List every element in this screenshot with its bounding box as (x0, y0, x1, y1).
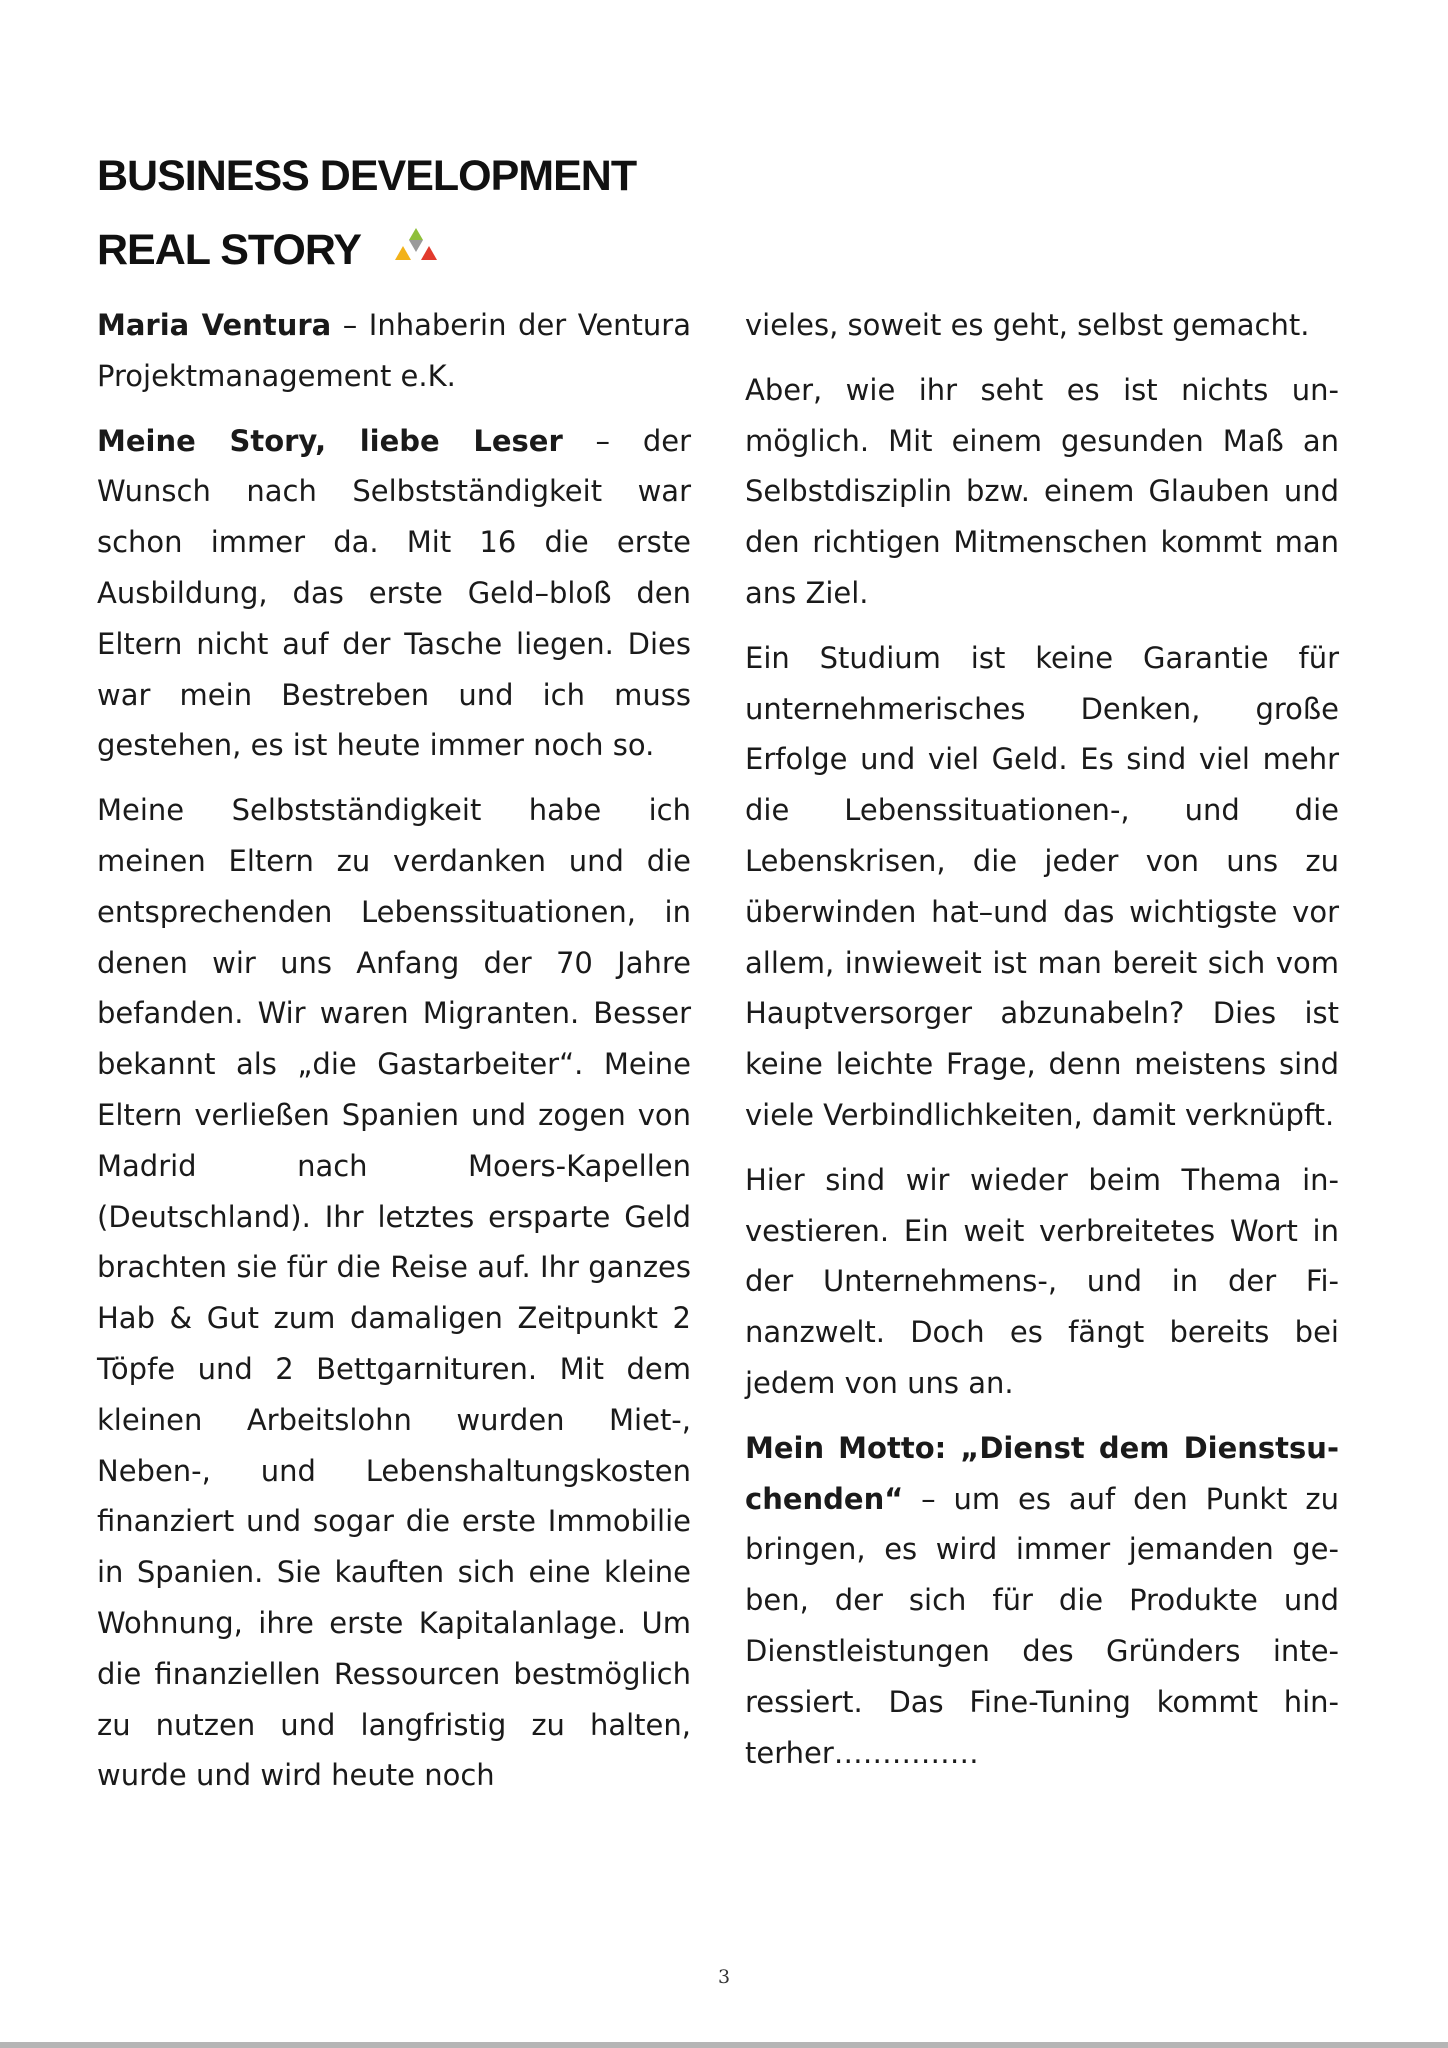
left-column (97, 300, 691, 1815)
page-number: 3 (717, 1966, 731, 1988)
study-paragraph: Ein Studium ist keine Garantie für unternehmerisches Denken, große Erfolge und viel Geld. Es sind viel mehr die Lebenssituationen-, und die Lebenskrisen, die jeder von uns zu überwinden hat–und das wichtigste vor allem, inwieweit ist man bereit sich vom Hauptversorger abzunabeln? Dies ist keine leichte Frage, denn meistens sind viele Verbindlichkeiten, damit verknüpft. (745, 640, 1339, 1132)
title-line-1: BUSINESS DEVELOPMENT (97, 152, 637, 200)
story-lead: Meine Story, liebe Leser (97, 423, 563, 458)
story-text: – der Wunsch nach Selbstständigkeit war schon immer da. Mit 16 die erste Ausbildung, das erste Geld–bloß den Eltern nicht auf der Tasche liegen. Dies war mein Bestreben und ich muss gestehen, es ist heute immer noch so. (97, 423, 691, 763)
invest-paragraph: Hier sind wir wieder beim Thema investieren. Ein weit verbreitetes Wort in der Unternehmens-, und in der Finanzwelt. Doch es fängt bereits bei jedem von uns an. (745, 1162, 1339, 1400)
continuation-paragraph: vieles, soweit es geht, selbst gemacht. (745, 308, 1310, 342)
author-role: – Inhaberin der Ventura Projektmanagement e.K. (97, 308, 691, 393)
title-line-2 (97, 226, 443, 275)
story-paragraph (97, 416, 691, 772)
right-column (745, 300, 1339, 1792)
discipline-paragraph: Aber, wie ihr seht es ist nichts unmöglich. Mit einem gesunden Maß an Selbstdisziplin bzw. einem Glauben und den richtigen Mitmenschen kommt man ans Ziel. (745, 372, 1339, 610)
intro-paragraph (97, 300, 691, 402)
bottom-divider (0, 2042, 1448, 2048)
motto-paragraph (745, 1423, 1339, 1779)
triangle-logo-icon (389, 226, 443, 275)
motto-text: – um es auf den Punkt zu bringen, es wird immer jemanden geben, der sich für die Produkte und Dienstleistungen des Gründers interessiert. Das Fine-Tuning kommt hinterher…………… (745, 1481, 1339, 1770)
self-employment-paragraph: Meine Selbstständigkeit habe ich meinen Eltern zu verdanken und die entsprechenden Lebenssituationen, in denen wir uns Anfang der 70 Jahre befanden. Wir waren Migranten. Besser bekannt als „die Gastarbeiter“. Meine Eltern verließen Spanien und zogen von Madrid nach Moers-Kapellen (Deutschland). Ihr letztes ersparte Geld brachten sie für die Reise auf. Ihr ganzes Hab & Gut zum damaligen Zeitpunkt 2 Töpfe und 2 Bettgarnituren. Mit dem kleinen Arbeitslohn wurden Miet-, Neben-, und Lebenshaltungskosten finanziert und sogar die erste Immobilie in Spanien. Sie kauften sich eine kleine Wohnung, ihre erste Kapitalanlage. Um die finanziellen Ressourcen bestmöglich zu nutzen und langfristig zu halten, wurde und wird heute noch (97, 793, 691, 1793)
author-name: Maria Ventura (97, 308, 332, 342)
title-line-2-text: REAL STORY (97, 226, 361, 274)
motto-lead: Mein Motto: „Dienst dem Dienstsuchenden“ (745, 1430, 1339, 1516)
